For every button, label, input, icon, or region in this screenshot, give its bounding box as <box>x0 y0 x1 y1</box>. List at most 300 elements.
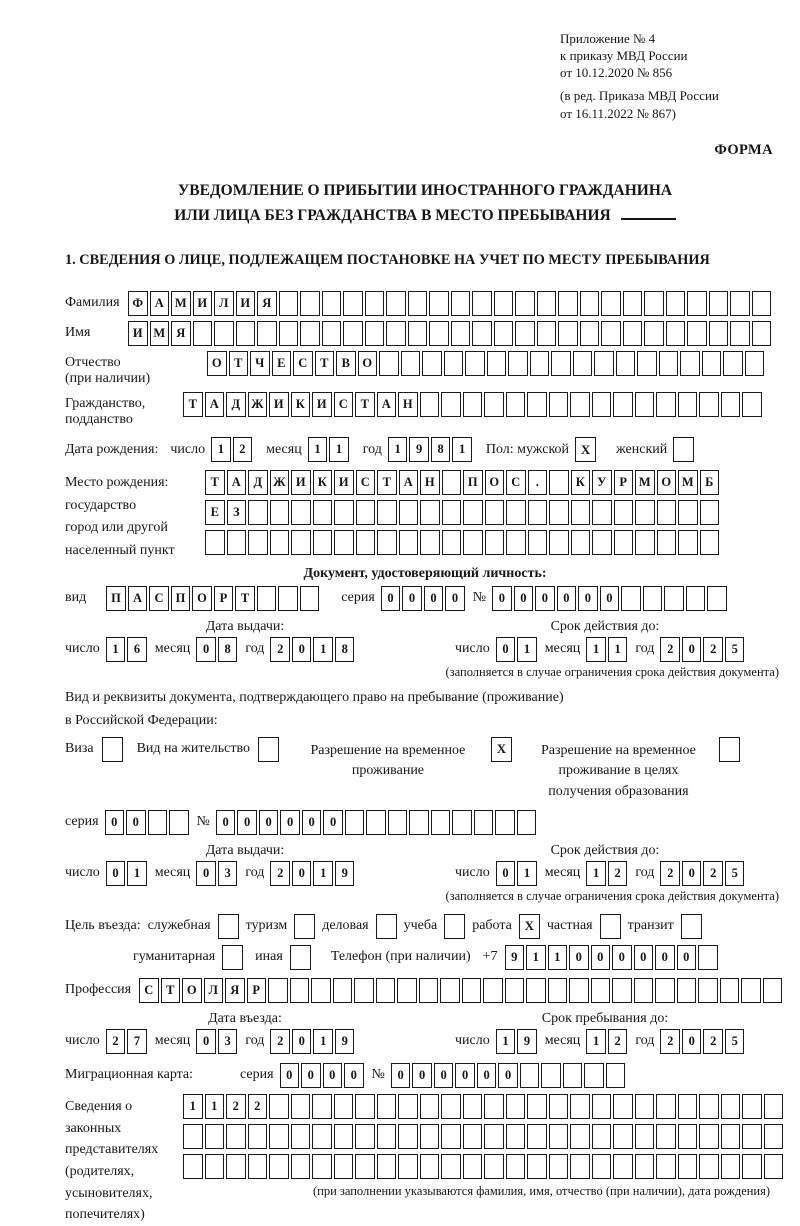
purpose-tourism-checkbox[interactable] <box>294 914 315 939</box>
char-cell[interactable] <box>700 530 720 555</box>
char-cell[interactable]: 0 <box>280 1063 300 1088</box>
temp-residence-checkbox[interactable]: X <box>491 737 512 762</box>
char-cell[interactable] <box>549 1124 569 1149</box>
char-cell[interactable] <box>205 1154 225 1179</box>
char-cell[interactable] <box>721 1154 741 1179</box>
char-cell[interactable]: М <box>150 321 170 346</box>
char-cell[interactable] <box>621 586 641 611</box>
char-cell[interactable] <box>656 1154 676 1179</box>
char-cell[interactable] <box>591 978 611 1003</box>
char-cell[interactable]: А <box>227 470 247 495</box>
char-cell[interactable] <box>290 978 310 1003</box>
purpose-private-checkbox[interactable] <box>600 914 621 939</box>
char-cell[interactable]: С <box>139 978 159 1003</box>
char-cell[interactable] <box>483 978 503 1003</box>
char-cell[interactable]: П <box>106 586 126 611</box>
char-cell[interactable]: 0 <box>445 586 465 611</box>
char-cell[interactable]: 1 <box>548 945 568 970</box>
char-cell[interactable]: О <box>182 978 202 1003</box>
char-cell[interactable]: 0 <box>237 810 257 835</box>
char-cell[interactable]: И <box>193 291 213 316</box>
char-cell[interactable] <box>451 291 471 316</box>
char-cell[interactable]: 0 <box>557 586 577 611</box>
char-cell[interactable] <box>355 1154 375 1179</box>
char-cell[interactable]: 1 <box>106 637 126 662</box>
char-cell[interactable] <box>656 1094 676 1119</box>
char-cell[interactable] <box>612 978 632 1003</box>
char-cell[interactable]: 0 <box>455 1063 475 1088</box>
char-cell[interactable]: Л <box>214 291 234 316</box>
char-cell[interactable] <box>634 978 654 1003</box>
char-cell[interactable]: 1 <box>496 1029 516 1054</box>
purpose-transit-checkbox[interactable] <box>681 914 702 939</box>
char-cell[interactable]: 0 <box>280 810 300 835</box>
char-cell[interactable] <box>376 978 396 1003</box>
char-cell[interactable]: М <box>635 470 655 495</box>
char-cell[interactable] <box>442 530 462 555</box>
char-cell[interactable]: Т <box>355 392 375 417</box>
char-cell[interactable]: 2 <box>660 1029 680 1054</box>
char-cell[interactable] <box>377 1094 397 1119</box>
char-cell[interactable]: О <box>657 470 677 495</box>
char-cell[interactable] <box>408 291 428 316</box>
char-cell[interactable] <box>656 392 676 417</box>
char-cell[interactable]: 0 <box>424 586 444 611</box>
char-cell[interactable]: С <box>334 392 354 417</box>
char-cell[interactable]: 1 <box>586 861 606 886</box>
char-cell[interactable] <box>312 1124 332 1149</box>
char-cell[interactable] <box>484 1094 504 1119</box>
char-cell[interactable]: 0 <box>391 1063 411 1088</box>
char-cell[interactable] <box>300 586 320 611</box>
char-cell[interactable] <box>227 530 247 555</box>
char-cell[interactable] <box>269 1124 289 1149</box>
char-cell[interactable] <box>300 321 320 346</box>
char-cell[interactable] <box>463 530 483 555</box>
char-cell[interactable] <box>269 1154 289 1179</box>
char-cell[interactable]: 1 <box>211 437 231 462</box>
char-cell[interactable]: К <box>291 392 311 417</box>
char-cell[interactable] <box>699 1154 719 1179</box>
char-cell[interactable] <box>551 351 571 376</box>
visa-checkbox[interactable] <box>102 737 123 762</box>
char-cell[interactable] <box>205 1124 225 1149</box>
char-cell[interactable] <box>377 500 397 525</box>
char-cell[interactable] <box>644 321 664 346</box>
char-cell[interactable]: 5 <box>725 637 745 662</box>
char-cell[interactable] <box>291 530 311 555</box>
char-cell[interactable] <box>721 1124 741 1149</box>
char-cell[interactable] <box>517 810 537 835</box>
char-cell[interactable] <box>334 530 354 555</box>
char-cell[interactable] <box>399 500 419 525</box>
char-cell[interactable]: 1 <box>586 1029 606 1054</box>
char-cell[interactable] <box>442 500 462 525</box>
char-cell[interactable]: 0 <box>381 586 401 611</box>
char-cell[interactable]: С <box>149 586 169 611</box>
char-cell[interactable]: Р <box>614 470 634 495</box>
char-cell[interactable] <box>527 1094 547 1119</box>
char-cell[interactable]: 0 <box>292 637 312 662</box>
char-cell[interactable]: Я <box>171 321 191 346</box>
char-cell[interactable] <box>592 530 612 555</box>
char-cell[interactable] <box>312 1094 332 1119</box>
char-cell[interactable] <box>657 500 677 525</box>
char-cell[interactable] <box>549 1154 569 1179</box>
char-cell[interactable]: 0 <box>323 1063 343 1088</box>
char-cell[interactable]: Л <box>204 978 224 1003</box>
char-cell[interactable] <box>270 530 290 555</box>
char-cell[interactable]: 9 <box>517 1029 537 1054</box>
char-cell[interactable]: 2 <box>270 1029 290 1054</box>
char-cell[interactable]: 0 <box>196 1029 216 1054</box>
char-cell[interactable]: 8 <box>218 637 238 662</box>
char-cell[interactable] <box>742 392 762 417</box>
char-cell[interactable] <box>268 978 288 1003</box>
char-cell[interactable]: 2 <box>608 1029 628 1054</box>
char-cell[interactable] <box>700 500 720 525</box>
char-cell[interactable]: 1 <box>517 637 537 662</box>
temp-residence-edu-checkbox[interactable] <box>719 737 740 762</box>
char-cell[interactable] <box>465 351 485 376</box>
char-cell[interactable] <box>494 291 514 316</box>
char-cell[interactable] <box>549 392 569 417</box>
char-cell[interactable]: 1 <box>526 945 546 970</box>
char-cell[interactable]: 8 <box>335 637 355 662</box>
char-cell[interactable] <box>441 1154 461 1179</box>
char-cell[interactable] <box>764 1154 784 1179</box>
char-cell[interactable] <box>270 500 290 525</box>
char-cell[interactable]: Ч <box>250 351 270 376</box>
char-cell[interactable]: 0 <box>682 637 702 662</box>
char-cell[interactable] <box>226 1154 246 1179</box>
char-cell[interactable] <box>527 392 547 417</box>
char-cell[interactable]: О <box>207 351 227 376</box>
char-cell[interactable] <box>506 500 526 525</box>
char-cell[interactable] <box>442 470 462 495</box>
char-cell[interactable]: П <box>463 470 483 495</box>
char-cell[interactable]: 1 <box>127 861 147 886</box>
char-cell[interactable] <box>506 530 526 555</box>
char-cell[interactable] <box>257 321 277 346</box>
char-cell[interactable]: . <box>528 470 548 495</box>
char-cell[interactable] <box>422 351 442 376</box>
char-cell[interactable] <box>279 291 299 316</box>
char-cell[interactable] <box>484 392 504 417</box>
char-cell[interactable] <box>720 978 740 1003</box>
char-cell[interactable] <box>169 810 189 835</box>
char-cell[interactable] <box>571 530 591 555</box>
char-cell[interactable] <box>420 530 440 555</box>
char-cell[interactable]: 0 <box>216 810 236 835</box>
char-cell[interactable] <box>484 1154 504 1179</box>
char-cell[interactable] <box>549 1094 569 1119</box>
purpose-other-checkbox[interactable] <box>290 945 311 970</box>
char-cell[interactable] <box>742 1124 762 1149</box>
char-cell[interactable]: 0 <box>612 945 632 970</box>
char-cell[interactable] <box>397 978 417 1003</box>
char-cell[interactable] <box>613 1094 633 1119</box>
char-cell[interactable] <box>678 1124 698 1149</box>
char-cell[interactable] <box>580 321 600 346</box>
char-cell[interactable] <box>677 978 697 1003</box>
char-cell[interactable] <box>408 321 428 346</box>
char-cell[interactable] <box>745 351 765 376</box>
char-cell[interactable] <box>764 1094 784 1119</box>
char-cell[interactable]: С <box>293 351 313 376</box>
char-cell[interactable] <box>300 291 320 316</box>
char-cell[interactable] <box>666 321 686 346</box>
char-cell[interactable] <box>441 1094 461 1119</box>
char-cell[interactable]: С <box>356 470 376 495</box>
char-cell[interactable] <box>709 291 729 316</box>
char-cell[interactable] <box>431 810 451 835</box>
char-cell[interactable]: 0 <box>434 1063 454 1088</box>
char-cell[interactable] <box>527 1124 547 1149</box>
char-cell[interactable]: 1 <box>608 637 628 662</box>
char-cell[interactable] <box>398 1124 418 1149</box>
char-cell[interactable] <box>569 978 589 1003</box>
char-cell[interactable]: Т <box>229 351 249 376</box>
char-cell[interactable]: А <box>377 392 397 417</box>
char-cell[interactable] <box>429 291 449 316</box>
char-cell[interactable] <box>485 500 505 525</box>
char-cell[interactable] <box>355 1094 375 1119</box>
char-cell[interactable] <box>354 978 374 1003</box>
char-cell[interactable] <box>742 1154 762 1179</box>
char-cell[interactable]: Д <box>226 392 246 417</box>
char-cell[interactable] <box>730 321 750 346</box>
char-cell[interactable]: 9 <box>409 437 429 462</box>
char-cell[interactable] <box>343 321 363 346</box>
char-cell[interactable]: 0 <box>292 861 312 886</box>
char-cell[interactable]: 1 <box>205 1094 225 1119</box>
char-cell[interactable] <box>248 1124 268 1149</box>
char-cell[interactable] <box>148 810 168 835</box>
char-cell[interactable]: 0 <box>498 1063 518 1088</box>
char-cell[interactable] <box>334 1094 354 1119</box>
char-cell[interactable]: А <box>205 392 225 417</box>
char-cell[interactable] <box>312 1154 332 1179</box>
char-cell[interactable]: И <box>334 470 354 495</box>
char-cell[interactable] <box>365 321 385 346</box>
char-cell[interactable] <box>356 500 376 525</box>
char-cell[interactable]: Т <box>183 392 203 417</box>
char-cell[interactable] <box>723 351 743 376</box>
char-cell[interactable] <box>548 978 568 1003</box>
char-cell[interactable] <box>752 291 772 316</box>
char-cell[interactable]: П <box>171 586 191 611</box>
char-cell[interactable]: 0 <box>634 945 654 970</box>
char-cell[interactable]: 9 <box>505 945 525 970</box>
char-cell[interactable] <box>613 392 633 417</box>
char-cell[interactable]: 1 <box>183 1094 203 1119</box>
char-cell[interactable] <box>520 1063 540 1088</box>
char-cell[interactable]: 0 <box>682 861 702 886</box>
char-cell[interactable] <box>592 1094 612 1119</box>
char-cell[interactable]: А <box>128 586 148 611</box>
char-cell[interactable]: 0 <box>514 586 534 611</box>
char-cell[interactable]: Ж <box>270 470 290 495</box>
char-cell[interactable] <box>420 392 440 417</box>
char-cell[interactable]: 6 <box>127 637 147 662</box>
char-cell[interactable]: 2 <box>226 1094 246 1119</box>
char-cell[interactable] <box>637 351 657 376</box>
char-cell[interactable] <box>257 586 277 611</box>
char-cell[interactable] <box>699 392 719 417</box>
char-cell[interactable] <box>291 500 311 525</box>
char-cell[interactable] <box>463 392 483 417</box>
char-cell[interactable]: И <box>269 392 289 417</box>
char-cell[interactable]: Ж <box>248 392 268 417</box>
char-cell[interactable]: 0 <box>302 810 322 835</box>
char-cell[interactable]: 1 <box>586 637 606 662</box>
char-cell[interactable] <box>570 392 590 417</box>
char-cell[interactable] <box>730 291 750 316</box>
char-cell[interactable]: 0 <box>292 1029 312 1054</box>
char-cell[interactable] <box>377 1154 397 1179</box>
char-cell[interactable]: И <box>312 392 332 417</box>
char-cell[interactable]: 0 <box>591 945 611 970</box>
char-cell[interactable]: М <box>171 291 191 316</box>
char-cell[interactable] <box>741 978 761 1003</box>
char-cell[interactable] <box>664 586 684 611</box>
char-cell[interactable]: 0 <box>682 1029 702 1054</box>
char-cell[interactable] <box>183 1154 203 1179</box>
char-cell[interactable] <box>291 1124 311 1149</box>
char-cell[interactable] <box>420 500 440 525</box>
char-cell[interactable]: 0 <box>492 586 512 611</box>
char-cell[interactable]: Т <box>377 470 397 495</box>
char-cell[interactable] <box>365 291 385 316</box>
char-cell[interactable] <box>601 291 621 316</box>
char-cell[interactable]: К <box>571 470 591 495</box>
char-cell[interactable]: 0 <box>402 586 422 611</box>
char-cell[interactable]: Б <box>700 470 720 495</box>
char-cell[interactable] <box>313 500 333 525</box>
char-cell[interactable]: Я <box>257 291 277 316</box>
char-cell[interactable] <box>573 351 593 376</box>
char-cell[interactable] <box>444 351 464 376</box>
char-cell[interactable] <box>487 351 507 376</box>
char-cell[interactable] <box>506 1124 526 1149</box>
char-cell[interactable]: В <box>336 351 356 376</box>
char-cell[interactable] <box>506 1154 526 1179</box>
char-cell[interactable]: 3 <box>218 861 238 886</box>
char-cell[interactable]: 5 <box>725 861 745 886</box>
char-cell[interactable] <box>613 1154 633 1179</box>
char-cell[interactable] <box>530 351 550 376</box>
char-cell[interactable] <box>355 1124 375 1149</box>
char-cell[interactable]: 0 <box>496 861 516 886</box>
char-cell[interactable]: И <box>236 291 256 316</box>
char-cell[interactable] <box>549 500 569 525</box>
char-cell[interactable] <box>420 1094 440 1119</box>
char-cell[interactable] <box>678 392 698 417</box>
char-cell[interactable] <box>386 291 406 316</box>
char-cell[interactable] <box>452 810 472 835</box>
char-cell[interactable]: 1 <box>388 437 408 462</box>
char-cell[interactable] <box>334 500 354 525</box>
char-cell[interactable]: 2 <box>270 861 290 886</box>
char-cell[interactable] <box>655 978 675 1003</box>
char-cell[interactable] <box>506 392 526 417</box>
char-cell[interactable] <box>742 1094 762 1119</box>
char-cell[interactable]: 2 <box>660 637 680 662</box>
char-cell[interactable] <box>214 321 234 346</box>
purpose-study-checkbox[interactable] <box>444 914 465 939</box>
char-cell[interactable] <box>528 530 548 555</box>
char-cell[interactable] <box>687 321 707 346</box>
purpose-business-checkbox[interactable] <box>376 914 397 939</box>
char-cell[interactable]: 0 <box>344 1063 364 1088</box>
char-cell[interactable]: Т <box>235 586 255 611</box>
char-cell[interactable] <box>549 470 569 495</box>
char-cell[interactable]: Р <box>247 978 267 1003</box>
char-cell[interactable]: О <box>485 470 505 495</box>
char-cell[interactable]: 2 <box>660 861 680 886</box>
char-cell[interactable] <box>366 810 386 835</box>
char-cell[interactable]: О <box>358 351 378 376</box>
char-cell[interactable]: 2 <box>106 1029 126 1054</box>
char-cell[interactable] <box>236 321 256 346</box>
char-cell[interactable] <box>763 978 783 1003</box>
char-cell[interactable]: 0 <box>655 945 675 970</box>
char-cell[interactable] <box>279 321 299 346</box>
char-cell[interactable] <box>322 291 342 316</box>
char-cell[interactable]: 0 <box>196 861 216 886</box>
char-cell[interactable] <box>322 321 342 346</box>
char-cell[interactable] <box>666 291 686 316</box>
purpose-work-checkbox[interactable]: X <box>519 914 540 939</box>
char-cell[interactable] <box>584 1063 604 1088</box>
char-cell[interactable] <box>515 291 535 316</box>
char-cell[interactable] <box>409 810 429 835</box>
char-cell[interactable] <box>401 351 421 376</box>
char-cell[interactable] <box>752 321 772 346</box>
char-cell[interactable] <box>420 1154 440 1179</box>
char-cell[interactable] <box>508 351 528 376</box>
char-cell[interactable] <box>379 351 399 376</box>
char-cell[interactable]: 1 <box>313 861 333 886</box>
char-cell[interactable]: 0 <box>259 810 279 835</box>
char-cell[interactable] <box>635 1154 655 1179</box>
char-cell[interactable]: Я <box>225 978 245 1003</box>
char-cell[interactable] <box>614 530 634 555</box>
char-cell[interactable] <box>269 1094 289 1119</box>
char-cell[interactable]: 0 <box>600 586 620 611</box>
char-cell[interactable] <box>506 1094 526 1119</box>
char-cell[interactable] <box>541 1063 561 1088</box>
char-cell[interactable]: 2 <box>703 1029 723 1054</box>
char-cell[interactable]: Е <box>272 351 292 376</box>
char-cell[interactable] <box>451 321 471 346</box>
char-cell[interactable]: Т <box>205 470 225 495</box>
char-cell[interactable]: 1 <box>452 437 472 462</box>
char-cell[interactable] <box>183 1124 203 1149</box>
char-cell[interactable] <box>702 351 722 376</box>
char-cell[interactable] <box>429 321 449 346</box>
char-cell[interactable] <box>193 321 213 346</box>
char-cell[interactable] <box>635 530 655 555</box>
char-cell[interactable] <box>398 1154 418 1179</box>
char-cell[interactable] <box>441 392 461 417</box>
char-cell[interactable]: З <box>227 500 247 525</box>
char-cell[interactable] <box>614 500 634 525</box>
char-cell[interactable] <box>388 810 408 835</box>
char-cell[interactable] <box>707 586 727 611</box>
char-cell[interactable] <box>613 1124 633 1149</box>
